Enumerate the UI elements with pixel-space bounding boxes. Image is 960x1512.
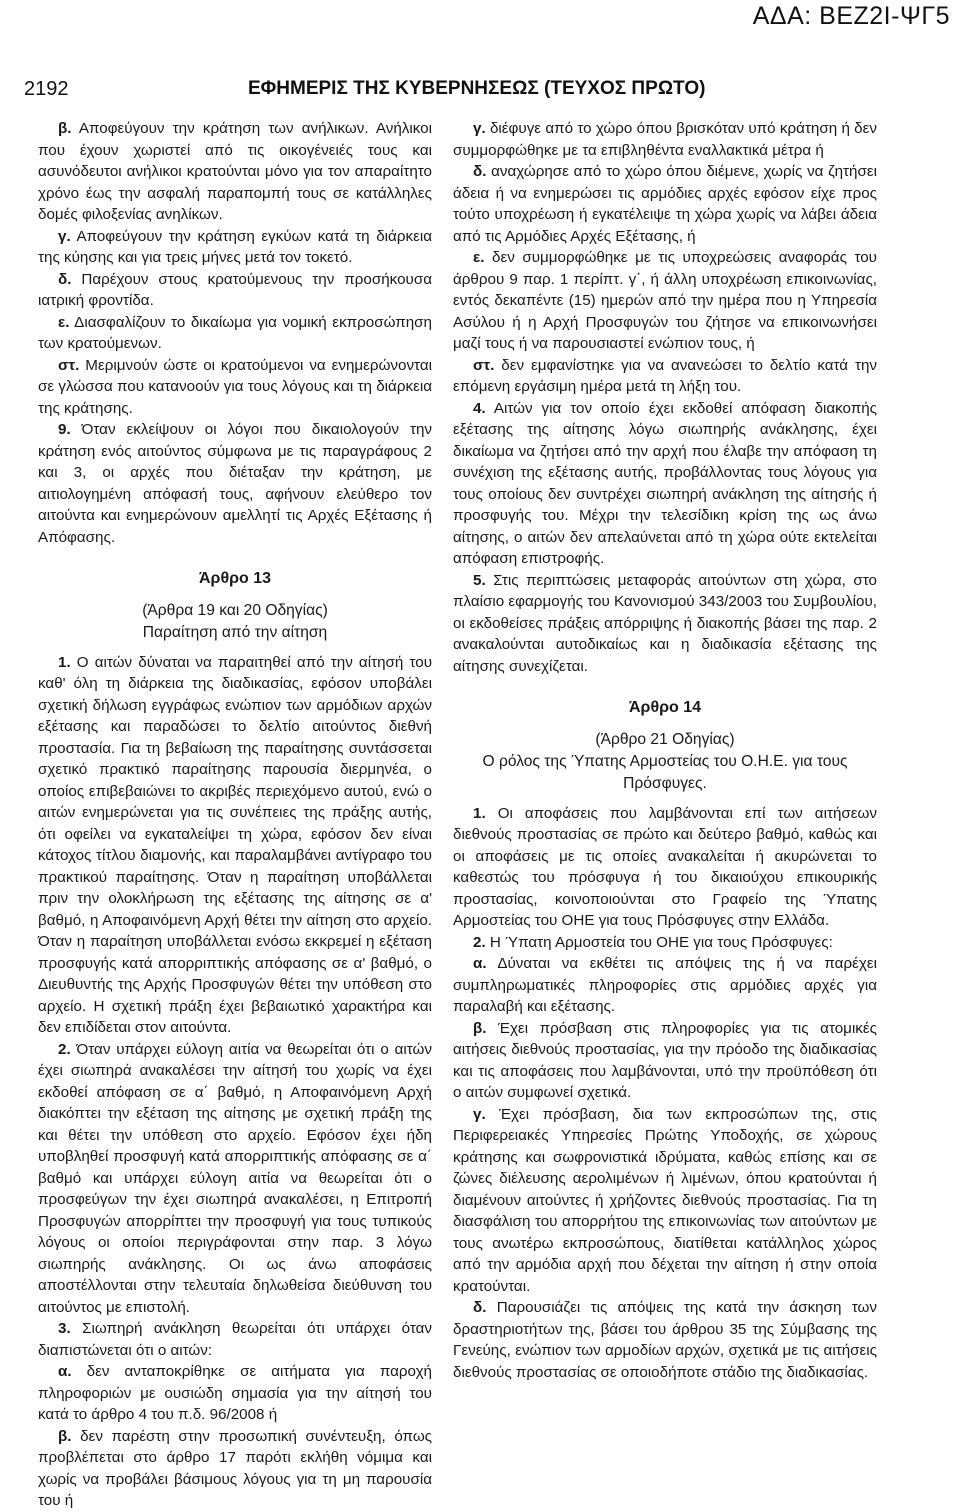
paragraph: 1. Ο αιτών δύναται να παραιτηθεί από την αίτησή του καθ' όλη τη διάρκεια της διαδικασίας, εφόσον υποβάλει σχετική δήλωση εγγράφως ενώπιον των αρμόδιων αρχών εξέτασης και παραδώσει το δελτίο αιτούντος διεθνή προστασία. Για τη βεβαίωση της παραίτησης συντάσσεται σχετικό πρακτικό παραίτησης παρουσία διερμηνέα, ο οποίος επιβεβαιώνει το ακριβές περιεχόμενο αυτού, ενώ ο αιτών ενημερώνεται για τις συνέπειες της πράξης αυτής, ότι οφείλει να εγκαταλείψει τη χώρα, εφόσον δεν είναι κάτοχος τίτλου διαμονής, και παραλαμβάνει αντίγραφο του πρακτικού παραίτησης. Όταν η παραίτηση υποβάλλεται πριν την ολοκλήρωση της εξέτασης της αίτησης σε α' βαθμό, η Αποφαινόμενη Αρχή θέτει την αίτηση στο αρχείο. Όταν η παραίτηση υποβάλλεται ενόσω εκκρεμεί η εξέταση προσφυγής κατά απορριπτικής απόφασης σε α' βαθμό, ο Διευθυντής της Αρχής Προσφυγών θέτει την υπόθεση στο αρχείο. Η σχετική πράξη έχει βεβαιωτικό χαρακτήρα και δεν επιδίδεται στον αιτούντα. <box>38 653 432 1036</box>
left-column <box>38 118 432 1512</box>
paragraph: α. δεν ανταποκρίθηκε σε αιτήματα για παροχή πληροφοριών με ουσιώδη σημασία για την αίτησή του κατά το άρθρο 4 του π.δ. 96/2008 ή <box>38 1363 432 1423</box>
ada-code: ΑΔΑ: ΒΕΖ2Ι-ΨΓ5 <box>752 2 950 30</box>
paragraph: δ. Παρέχουν στους κρατούμενους την προσήκουσα ιατρική φροντίδα. <box>38 270 432 309</box>
paragraph: 2. Η Ύπατη Αρμοστεία του ΟΗΕ για τους Πρόσφυγες: <box>473 933 833 951</box>
paragraph: δ. Παρουσιάζει τις απόψεις της κατά την άσκηση των δραστηριοτήτων της, βάσει του άρθρου 35 της Σύμβασης της Γενεύης, ενώπιον των αρμοδίων αρχών, σχετικά με τις αιτήσεις διεθνούς προστασίας σε οποιοδήποτε στάδιο της διαδικασίας. <box>453 1299 877 1381</box>
paragraph: α. Δύναται να εκθέτει τις απόψεις της ή να παρέχει συμπληρωματικές πληροφορίες στις αρμόδιες αρχές για παραλαβή και εξέτασης. <box>453 955 877 1015</box>
paragraph: στ. Μεριμνούν ώστε οι κρατούμενοι να ενημερώνονται σε γλώσσα που κατανοούν για τους λόγους και τη διάρκεια της κράτησης. <box>38 356 432 417</box>
paragraph: δ. αναχώρησε από το χώρο όπου διέμενε, χωρίς να ζητήσει άδεια ή να ενημερώσει τις αρμόδιες αρχές εφόσον είχε προς τούτο υποχρέωση ή εγκατέλειψε τη χώρα χωρίς να λάβει άδεια από τις Αρμόδιες Αρχές Εξέτασης, ή <box>453 163 877 245</box>
paragraph: γ. Έχει πρόσβαση, δια των εκπροσώπων της, στις Περιφερειακές Υπηρεσίες Πρώτης Υποδοχής, σε χώρους κράτησης και σωφρονιστικά ιδρύματα, καθώς επίσης και σε ζώνες διέλευσης αερολιμένων ή λιμένων, όπου κρατούνται ή διαμένουν αιτούντες ή χρήζοντες διεθνούς προστασίας. Για τη διασφάλιση του απορρήτου της επικοινωνίας των αιτούντων με τους ανωτέρω εκπροσώπους, διατίθεται κατάλληλος χώρος από την αρμόδια αρχή που δέχεται την αίτηση ή στην οποία κρατούνται. <box>453 1105 877 1295</box>
paragraph: γ. Αποφεύγουν την κράτηση εγκύων κατά τη διάρκεια της κύησης και για τρεις μήνες μετά τον τοκετό. <box>38 227 432 266</box>
article-13-title: Άρθρο 13 <box>198 570 271 587</box>
paragraph: ε. δεν συμμορφώθηκε με τις υποχρεώσεις αναφοράς του άρθρου 9 παρ. 1 περίπτ. γ΄, ή άλλη υποχρέωση επικοινωνίας, εντός δεκαπέντε (15) ημερών από την ημέρα που η Υπηρεσία Ασύλου ή η Αρχή Προσφυγών του ζήτησε να επικοινωνήσει μαζί τους ή να παρουσιαστεί ενώπιον τους, ή <box>453 249 877 352</box>
paragraph: 4. Αιτών για τον οποίο έχει εκδοθεί απόφαση διακοπής εξέτασης της αίτησης λόγω σιωπηρής ανάκλησης, έχει δικαίωμα να ζητήσει από την αρχή που έλαβε την απόφαση τη συνέχιση της εξέτασης αυτής, προβάλλοντας τους λόγους για τους οποίους δεν συντρέχει σιωπηρή ανάκληση της αίτησής ή προσφυγής του. Μέχρι την τελεσίδικη κρίση της ως άνω αίτησης, ο αιτών δεν απελαύνεται από τη χώρα ούτε εκτελείται απόφαση επιστροφής. <box>453 399 877 567</box>
right-column <box>453 118 877 1383</box>
paragraph: 1. Οι αποφάσεις που λαμβάνονται επί των αιτήσεων διεθνούς προστασίας σε πρώτο και δεύτερο βαθμό, καθώς και οι αποφάσεις με τις οποίες ανακαλείται ή ακυρώνεται το καθεστώς του πρόσφυγα ή του δικαιούχου επικουρικής προστασίας, κοινοποιούνται στο Γραφείο της Ύπατης Αρμοστείας του ΟΗΕ για τους Πρόσφυγες στην Ελλάδα. <box>453 804 877 929</box>
article-13-source: (Άρθρα 19 και 20 Οδηγίας) <box>142 601 328 619</box>
article-14-source: (Άρθρο 21 Οδηγίας) <box>595 730 735 748</box>
paragraph: 2. Όταν υπάρχει εύλογη αιτία να θεωρείται ότι ο αιτών έχει σιωπηρά ανακαλέσει την αίτησή του χωρίς να έχει εκδοθεί απόφαση σε α΄ βαθμό, η Αποφαινόμενη Αρχή διακόπτει την εξέταση της αίτησης με σχετική πράξη της και θέτει την υπόθεση στο αρχείο. Εφόσον έχει ήδη υποβληθεί προσφυγή κατά απορριπτικής απόφασης σε α΄ βαθμό και υπάρχει εύλογη αιτία να θεωρείται ότι ο προσφεύγων την έχει σιωπηρά ανακαλέσει, η Επιτροπή Προσφυγών απορρίπτει την προσφυγή για τους τυπικούς λόγους οι οποίοι περιγράφονται στην παρ. 3 λόγω σιωπηρής ανάκλησης. Οι ως άνω αποφάσεις αποστέλλονται στην τελευταία δηλωθείσα διεύθυνση του αιτούντος με επιστολή. <box>38 1040 432 1316</box>
paragraph: γ. διέφυγε από το χώρο όπου βρισκόταν υπό κράτηση ή δεν συμμορφώθηκε με τα επιβληθέντα εναλλακτικά μέτρα ή <box>453 120 877 159</box>
paragraph: β. Έχει πρόσβαση στις πληροφορίες για τις ατομικές αιτήσεις διεθνούς προστασίας, για την πρόοδο της διαδικασίας και τις αποφάσεις που λαμβάνονται, υπό την προϋπόθεση ότι ο αιτών συμφωνεί σχετικά. <box>453 1019 877 1101</box>
paragraph: στ. δεν εμφανίστηκε για να ανανεώσει το δελτίο κατά την επόμενη εργάσιμη ημέρα μετά τη λήξη του. <box>453 356 877 395</box>
article-14-title: Άρθρο 14 <box>628 699 701 716</box>
page-number: 2192 <box>24 78 69 100</box>
paragraph: 5. Στις περιπτώσεις μεταφοράς αιτούντων στη χώρα, στο πλαίσιο εφαρμογής του Κανονισμού 343/2003 του Συμβουλίου, οι εκδοθείσες πράξεις απόρριψης ή διακοπής βάσει της παρ. 2 ανακαλούνται αυτοδικαίως και η διαδικασία εξέτασης της αίτησης συνεχίζεται. <box>453 571 878 675</box>
paragraph: 9. Όταν εκλείψουν οι λόγοι που δικαιολογούν την κράτηση ενός αιτούντος σύμφωνα με τις παραγράφους 2 και 3, οι αρχές που διέταξαν την κράτηση, με αιτιολογημένη απόφασή τους, αφήνουν ελεύθερο τον αιτούντα και ενημερώνουν αμελλητί τις Αρχές Εξέτασης ή Απόφασης. <box>38 421 432 546</box>
paragraph: β. Αποφεύγουν την κράτηση των ανήλικων. Ανήλικοι που έχουν χωριστεί από τις οικογένειές τους και ασυνόδευτοι ανήλικοι κρατούνται μόνο για τον απαραίτητο χρόνο έως την ασφαλή παραπομπή τους σε κατάλληλες δομές φιλοξενίας ανηλίκων. <box>38 120 432 223</box>
gazette-title: ΕΦΗΜΕΡΙΣ ΤΗΣ ΚΥΒΕΡΝΗΣΕΩΣ (ΤΕΥΧΟΣ ΠΡΩΤΟ) <box>248 78 706 99</box>
paragraph: 3. Σιωπηρή ανάκληση θεωρείται ότι υπάρχει όταν διαπιστώνεται ότι ο αιτών: <box>38 1320 432 1359</box>
paragraph: ε. Διασφαλίζουν το δικαίωμα για νομική εκπροσώπηση των κρατούμενων. <box>38 313 432 352</box>
article-14-subject: Ο ρόλος της Ύπατης Αρμοστείας του Ο.Η.Ε. για τους Πρόσφυγες. <box>482 752 848 792</box>
article-13-subject: Παραίτηση από την αίτηση <box>142 623 328 641</box>
paragraph: β. δεν παρέστη στην προσωπική συνέντευξη, όπως προβλέπεται στο άρθρο 17 παρότι εκλήθη νόμιμα και χωρίς να προβάλει βάσιμους λόγους για τη μη παρουσία του ή <box>38 1427 432 1509</box>
